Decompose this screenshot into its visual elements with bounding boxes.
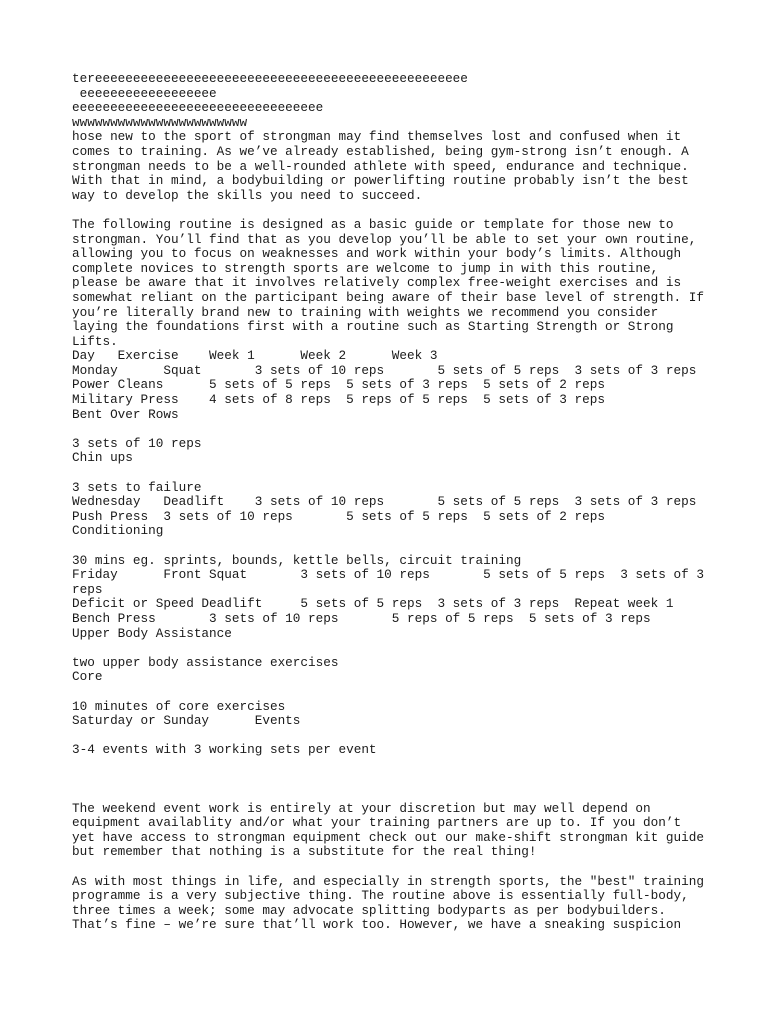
text-line: Deficit or Speed Deadlift 5 sets of 5 reps 3 sets of 3 reps Repeat week 1: [72, 596, 674, 612]
text-line: The following routine is designed as a basic guide or template for those new to: [72, 216, 674, 232]
text-line: With that in mind, a bodybuilding or powerlifting routine probably isn’t the best: [72, 173, 689, 189]
text-line: Power Cleans 5 sets of 5 reps 5 sets of 3 reps 5 sets of 2 reps: [72, 377, 605, 393]
text-line: Upper Body Assistance: [72, 625, 232, 641]
text-line: reps: [72, 581, 103, 597]
text-line: please be aware that it involves relatively complex free-weight exercises and is: [72, 275, 682, 291]
text-line: Lifts.: [72, 333, 118, 349]
text-line: Bent Over Rows: [72, 406, 179, 422]
blank-line: [72, 466, 712, 481]
text-line: Military Press 4 sets of 8 reps 5 reps of 5 reps 5 sets of 3 reps: [72, 392, 605, 408]
text-line: 3 sets to failure: [72, 479, 202, 495]
blank-line: [72, 773, 712, 788]
text-line: Friday Front Squat 3 sets of 10 reps 5 sets of 5 reps 3 sets of 3: [72, 567, 704, 583]
text-line: Chin ups: [72, 450, 133, 466]
text-line: Conditioning: [72, 523, 164, 539]
document-body: [72, 72, 712, 933]
text-line: but remember that nothing is a substitute for the real thing!: [72, 844, 537, 860]
text-line: strongman needs to be a well-rounded athlete with speed, endurance and technique.: [72, 158, 689, 174]
blank-line: [72, 641, 712, 656]
text-line: 10 minutes of core exercises: [72, 698, 286, 714]
text-line: Wednesday Deadlift 3 sets of 10 reps 5 sets of 5 reps 3 sets of 3 reps: [72, 494, 697, 510]
text-line: strongman. You’ll find that as you develop you’ll be able to set your own routine,: [72, 231, 697, 247]
text-line: three times a week; some may advocate splitting bodyparts as per bodybuilders.: [72, 902, 666, 918]
blank-line: [72, 787, 712, 802]
text-line: yet have access to strongman equipment check out our make-shift strongman kit guide: [72, 829, 704, 845]
blank-line: [72, 685, 712, 700]
blank-line: [72, 539, 712, 554]
text-line: Monday Squat 3 sets of 10 reps 5 sets of 5 reps 3 sets of 3 reps: [72, 362, 697, 378]
text-line: allowing you to focus on weaknesses and work within your body’s limits. Although: [72, 246, 682, 262]
blank-line: [72, 758, 712, 773]
text-line: you’re literally brand new to training with weights we recommend you consider: [72, 304, 659, 320]
text-line: hose new to the sport of strongman may find themselves lost and confused when it: [72, 129, 682, 145]
text-line: comes to training. As we’ve already established, being gym-strong isn’t enough. A: [72, 143, 689, 159]
text-line: Saturday or Sunday Events: [72, 713, 301, 729]
text-line: laying the foundations first with a routine such as Starting Strength or Strong: [72, 319, 674, 335]
text-line: way to develop the skills you need to succeed.: [72, 187, 423, 203]
text-line: 3-4 events with 3 working sets per event: [72, 742, 377, 758]
text-line: somewhat reliant on the participant being aware of their base level of strength. If: [72, 289, 704, 305]
text-line: The weekend event work is entirely at your discretion but may well depend on: [72, 800, 651, 816]
text-line: 3 sets of 10 reps: [72, 435, 202, 451]
text-line: tereeeeeeeeeeeeeeeeeeeeeeeeeeeeeeeeeeeeeeeeeeeeeeeee: [72, 71, 468, 86]
text-line: wwwwwwwwwwwwwwwwwwwwwww: [72, 114, 248, 130]
text-line: Core: [72, 669, 103, 685]
blank-line: [72, 422, 712, 437]
text-line: eeeeeeeeeeeeeeeeee: [72, 85, 217, 101]
text-line: That’s fine – we’re sure that’ll work too. However, we have a sneaking suspicion: [72, 917, 682, 933]
text-line: equipment availablity and/or what your training partners are up to. If you don’t: [72, 815, 682, 831]
text-line: complete novices to strength sports are welcome to jump in with this routine,: [72, 260, 659, 276]
text-line: two upper body assistance exercises: [72, 654, 339, 670]
blank-line: [72, 860, 712, 875]
text-line: Bench Press 3 sets of 10 reps 5 reps of 5 reps 5 sets of 3 reps: [72, 610, 651, 626]
blank-line: [72, 203, 712, 218]
text-line: Day Exercise Week 1 Week 2 Week 3: [72, 348, 438, 364]
blank-line: [72, 729, 712, 744]
text-line: Push Press 3 sets of 10 reps 5 sets of 5 reps 5 sets of 2 reps: [72, 508, 605, 524]
text-line: 30 mins eg. sprints, bounds, kettle bells, circuit training: [72, 552, 522, 568]
text-line: As with most things in life, and especially in strength sports, the "best" training: [72, 873, 704, 889]
text-line: programme is a very subjective thing. The routine above is essentially full-body,: [72, 888, 689, 904]
text-line: eeeeeeeeeeeeeeeeeeeeeeeeeeeeeeeee: [72, 100, 324, 116]
